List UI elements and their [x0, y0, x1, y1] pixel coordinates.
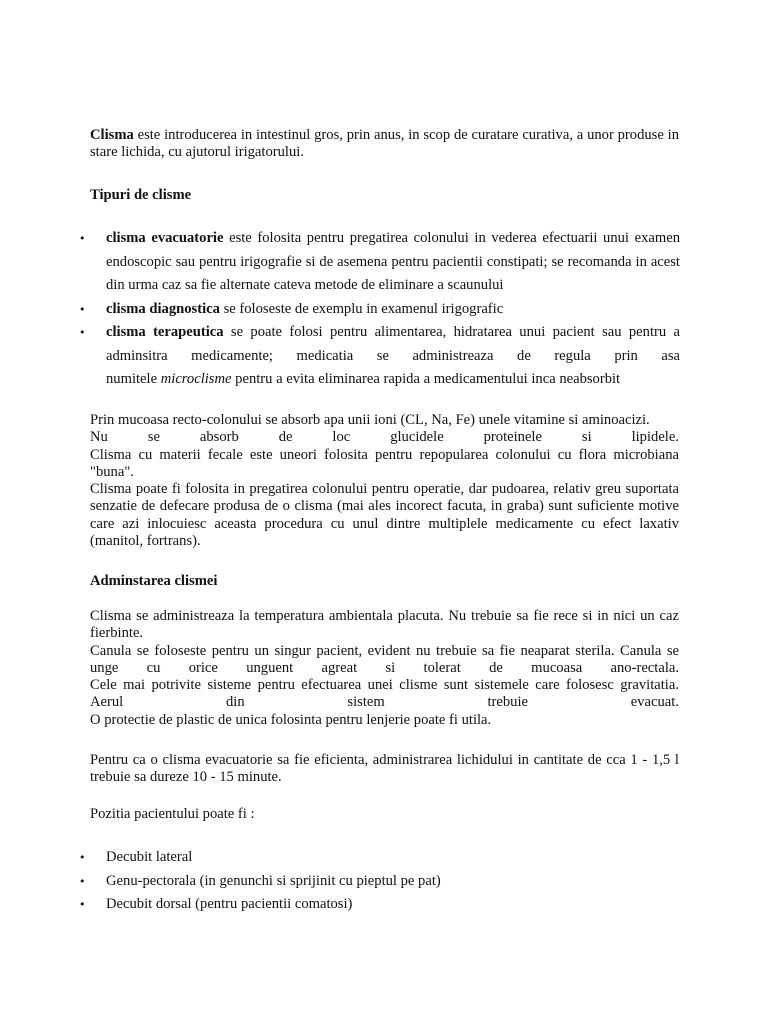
list-item: • Decubit lateral — [0, 846, 680, 870]
type-text: se poate folosi pentru alimentarea, hidratarea unui pacient sau pentru a — [223, 324, 680, 340]
list-item — [0, 298, 680, 322]
position-intro: Pozitia pacientului poate fi : — [90, 806, 255, 822]
list-item — [0, 227, 680, 298]
type-text: este folosita pentru pregatirea colonului in vederea efectuarii unui examen endoscopic sau pentru irigografie si de asemena pentru pacientii constipati; se recomanda in acest din urma caz sa fie alternate cateva metode de eliminare a scaunului — [106, 230, 680, 293]
list-item: • clisma terapeutica se poate folosi pentru alimentarea, hidratarea unui pacient sau pentru a adminsitra medicamente; medicatia se administreaza de regula prin asa numitele microclisme pentru a evita eliminarea rapida a medicamentului inca neabsorbit — [0, 321, 680, 392]
duration-paragraph: Pentru ca o clisma evacuatorie sa fie eficienta, administrarea lichidului in cantitate de cca 1 - 1,5 l trebuie sa dureze 10 - 15 minute. — [90, 752, 679, 786]
type-term: clisma evacuatorie — [106, 230, 224, 246]
type-term: clisma terapeutica — [106, 324, 224, 340]
positions-list — [0, 846, 680, 917]
intro-text: este introducerea in intestinul gros, prin anus, in scop de curatare curativa, a unor produse in stare lichida, cu ajutorul irigatorului. — [90, 127, 679, 161]
absorption-paragraph: Prin mucoasa recto-colonului se absorb apa unii ioni (CL, Na, Fe) unele vitamine si aminoacizi. Nu se absorb de loc glucidele proteinele si lipidele. Clisma cu materii fecale este uneori folosita pentru repopularea colonului cu flora microbiana "buna". Clisma poate fi folosita in pregatirea colonului pentru operatie, dar pudoarea, relativ greu suportata senzatie de defecare produsa de o clisma (mai ales incorect facuta, in graba) sunt suficiente motive care azi inlocuiesc aceasta procedura cu unul dintre multiplele medicamente cu efect laxativ (manitol, fortrans). — [90, 412, 679, 550]
admin-heading: Adminstarea clismei — [90, 573, 218, 589]
list-item: • Genu-pectorala (in genunchi si sprijinit cu pieptul pe pat) — [0, 870, 680, 894]
type-text: se foloseste de exemplu in examenul irigografic — [219, 300, 504, 317]
clisma-types-list — [0, 227, 680, 392]
type-text: adminsitra medicamente; medicatia se administreaza de regula prin asa — [106, 347, 680, 364]
intro-term: Clisma — [90, 127, 134, 143]
microclisme-term: microclisme — [160, 371, 232, 387]
types-heading: Tipuri de clisme — [90, 187, 192, 203]
admin-paragraph: Clisma se administreaza la temperatura ambientala placuta. Nu trebuie sa fie rece si in nici un caz fierbinte. Canula se foloseste pentru un singur pacient, evident nu trebuie sa fie neaparat sterila. Canula se unge cu orice unguent agreat si tolerat de mucoasa ano-rectala. Cele mai potrivite sisteme pentru efectuarea unei clisme sunt sistemele care folosesc gravitatia. Aerul din sistem trebuie evacuat. O protectie de plastic de unica folosinta pentru lenjerie poate fi utila. — [90, 608, 679, 728]
type-term: clisma diagnostica — [106, 300, 220, 317]
intro-paragraph — [90, 127, 679, 162]
list-item: • Decubit dorsal (pentru pacientii comatosi) — [0, 893, 680, 917]
